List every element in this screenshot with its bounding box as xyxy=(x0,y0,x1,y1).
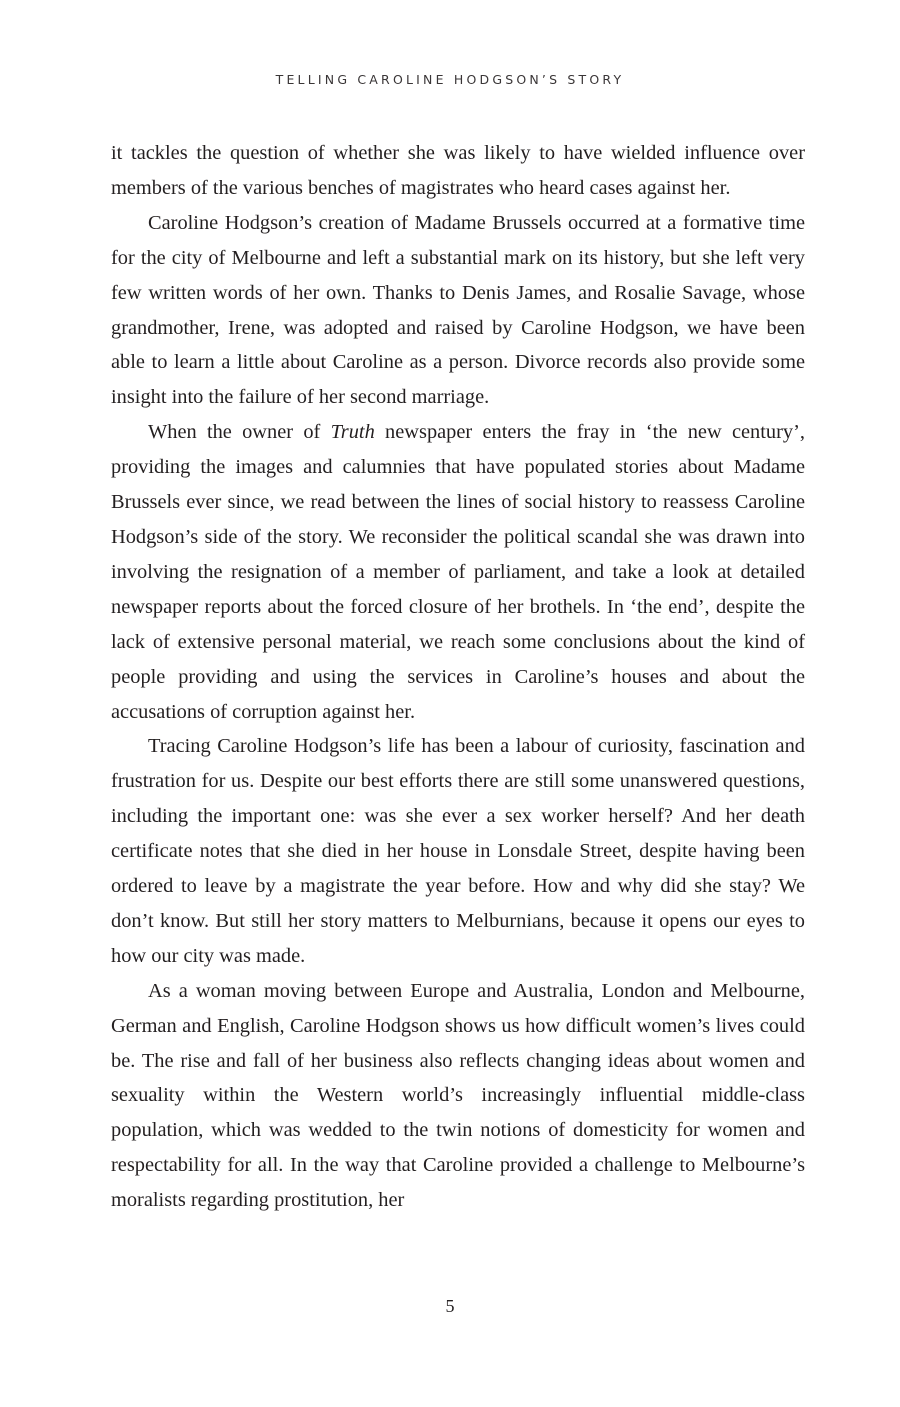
page-number: 5 xyxy=(445,1296,455,1316)
newspaper-title-truth: Truth xyxy=(330,421,375,444)
paragraph-3-start: When the owner of xyxy=(148,421,331,444)
paragraph-3-rest: newspaper enters the fray in ‘the new century’, providing the images and calumnies that have populated stories about Madame Brussels ever since, we read between the lines of social history to reassess Caroline Hodgson’s side of the story. We reconsider the political scandal she was drawn into involving the resignation of a member of parliament, and take a look at detailed newspaper reports about the forced closure of her brothels. In ‘the end’, despite the lack of extensive personal material, we reach some conclusions about the kind of people providing and using the services in Caroline’s houses and about the accusations of corruption against her. xyxy=(111,421,805,723)
paragraph-1: it tackles the question of whether she was likely to have wielded influence over members of the various benches of magistrates who heard cases against her. xyxy=(111,142,805,199)
paragraph-4: Tracing Caroline Hodgson’s life has been a labour of curiosity, fascination and frustration for us. Despite our best efforts there are still some unanswered questions, including the important one: was she ever a sex worker herself? And her death certificate notes that she died in her house in Lonsdale Street, despite having been ordered to leave by a magistrate the year before. How and why did she stay? We don’t know. But still her story matters to Melburnians, because it opens our eyes to how our city was made. xyxy=(111,735,805,967)
paragraph-3 xyxy=(111,415,805,729)
running-head: TELLING CAROLINE HODGSON’S STORY xyxy=(275,72,625,87)
paragraph-5: As a woman moving between Europe and Australia, London and Melbourne, German and English, Caroline Hodgson shows us how difficult women’s lives could be. The rise and fall of her business also reflects changing ideas about women and sexuality within the Western world’s increasingly influential middle-class population, which was wedded to the twin notions of domesticity for women and respectability for all. In the way that Caroline provided a challenge to Melbourne’s moralists regarding prostitution, her xyxy=(111,979,805,1212)
body-text xyxy=(111,136,805,1218)
paragraph-2: Caroline Hodgson’s creation of Madame Brussels occurred at a formative time for the city of Melbourne and left a substantial mark on its history, but she left very few written words of her own. Thanks to Denis James, and Rosalie Savage, whose grandmother, Irene, was adopted and raised by Caroline Hodgson, we have been able to learn a little about Caroline as a person. Divorce records also provide some insight into the failure of her second marriage. xyxy=(111,211,805,409)
